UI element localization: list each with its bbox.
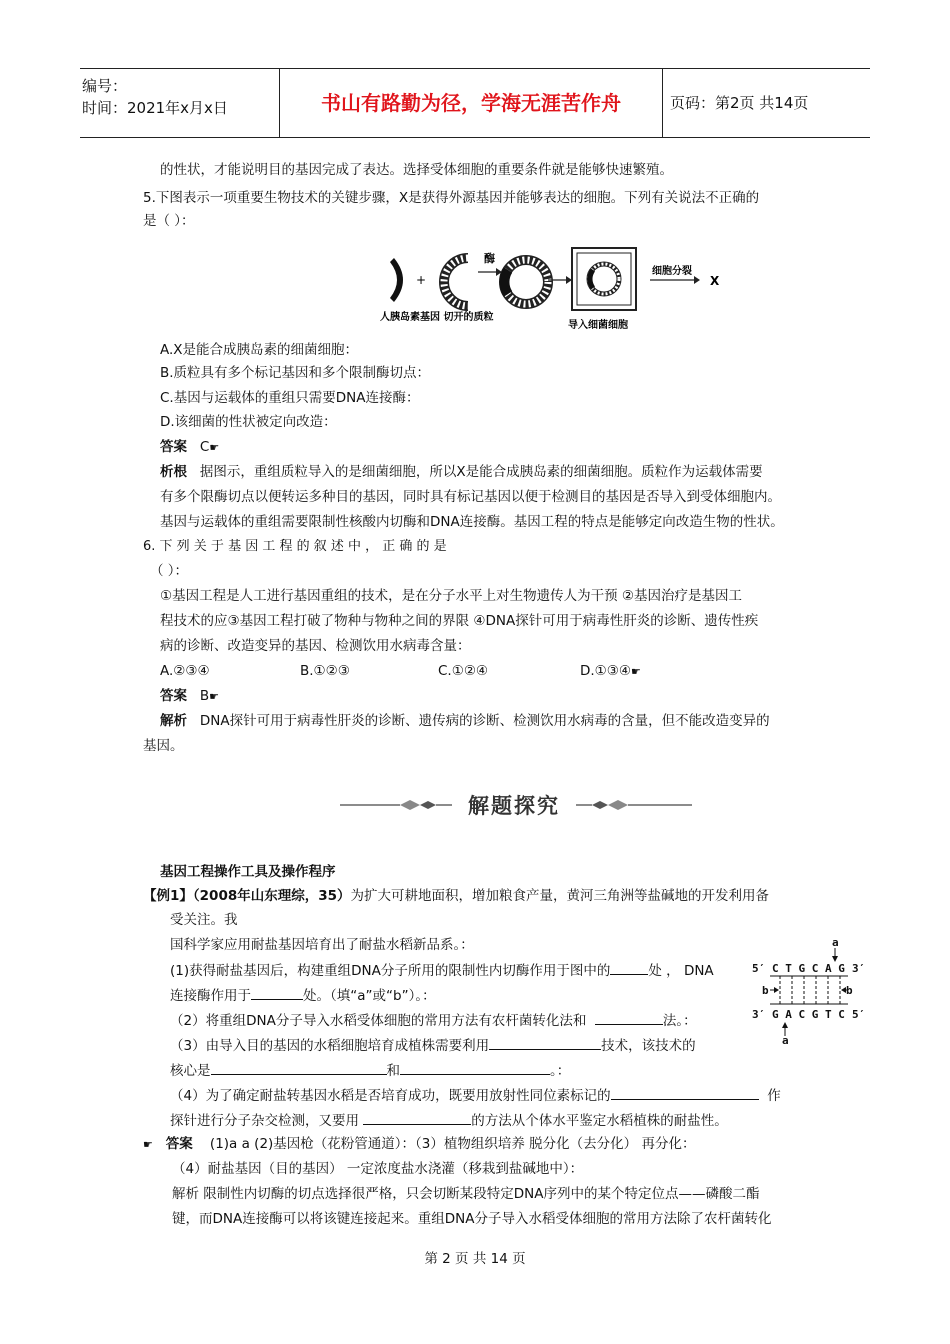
example-1-q1: (1)获得耐盐基因后，构建重组DNA分子所用的限制性内切酶作用于图中的 处 ， DNA	[170, 960, 714, 981]
q6-option-b: B.①②③	[300, 663, 350, 679]
q6-option-c: C.①②④	[438, 663, 489, 679]
site-b-label: b	[762, 984, 769, 997]
figure-caption-right: 导入细菌细胞	[568, 320, 628, 331]
example-tag: 【例1】	[143, 888, 193, 904]
example-1-q4: 探针进行分子杂交检测，又要用 的方法从个体水平鉴定水稻植株的耐盐性。	[170, 1110, 728, 1131]
section-banner	[340, 788, 692, 822]
blank-field	[211, 1060, 387, 1075]
strand-end-label: 5′	[852, 1008, 866, 1021]
paragraph-line: 的性状，才能说明目的基因完成了表达。选择受体细胞的重要条件就是能够快速繁殖。	[160, 162, 673, 178]
code-label: 编号：	[82, 77, 128, 95]
section-title: 基因工程操作工具及操作程序	[160, 864, 336, 880]
example-1-line: 受关注。我	[170, 912, 238, 928]
analysis-text: DNA探针可用于病毒性肝炎的诊断、遗传病的诊断、检测饮用水病毒的含量，但不能改造变异的	[199, 713, 770, 729]
example-1-line: 国科学家应用耐盐基因培育出了耐盐水稻新品系。：	[170, 937, 474, 953]
analysis-6-line	[160, 711, 770, 731]
answer-text: (1)a a (2)基因枪（花粉管通道）：（3）植物组织培养 脱分化（去分化） 再分化：	[209, 1136, 696, 1152]
example-1-q3: （3）由导入目的基因的水稻细胞培育成植株需要利用 技术，该技术的	[170, 1035, 696, 1056]
analysis-5-line	[160, 462, 763, 482]
pointing-hand-icon: ☛	[631, 665, 641, 678]
answer-label: 答案	[165, 1136, 193, 1152]
blank-field	[595, 1010, 663, 1025]
analysis-6-line: 基因。	[143, 738, 184, 754]
pointing-hand-icon: ☛	[209, 441, 220, 454]
analysis-example-line: 解析 限制性内切酶的切点选择很严格，只会切断某段特定DNA序列中的某个特定位点——磷酸二酯	[172, 1186, 760, 1202]
blank-field	[611, 1085, 759, 1100]
page-footer: 第 2 页 共 14 页	[424, 1251, 526, 1267]
header-page-number: 页码：第2页 共14页	[670, 94, 809, 112]
question-6-line: 病的诊断、改造变异的基因、检测饮用水病毒含量：	[160, 638, 471, 654]
q6-option-d: D.①③④☛	[580, 663, 641, 679]
question-5-line: 是（ ）：	[143, 213, 195, 229]
analysis-5-line: 基因与运载体的重组需要限制性核酸内切酶和DNA连接酶。基因工程的特点是能够定向改造生物的性状。	[160, 514, 784, 530]
question-5-line: 5.下图表示一项重要生物技术的关键步骤，X是获得外源基因并能够表达的细胞。下列有关说法不正确的	[143, 190, 760, 206]
bacterial-cell-shape	[572, 248, 636, 310]
page-header	[80, 68, 870, 138]
analysis-label: 解析	[160, 713, 187, 729]
option-b: B.质粒具有多个标记基因和多个限制酶切点：	[160, 365, 431, 381]
option-d: D.该细菌的性状被定向改造：	[160, 414, 337, 430]
banner-title: 解题探究	[468, 794, 560, 818]
answer-example-line: （4）耐盐基因（目的基因） 一定浓度盐水浇灌（移栽到盐碱地中）：	[172, 1161, 584, 1177]
blank-field	[400, 1060, 550, 1075]
answer-label: 答案	[160, 688, 187, 704]
answer-value: C	[199, 439, 210, 455]
blank-field	[489, 1035, 601, 1050]
question-6-line: ①基因工程是人工进行基因重组的技术，是在分子水平上对生物遗传人为干预 ②基因治疗是基因工	[160, 588, 742, 604]
strand-end-label: 5′	[752, 962, 766, 975]
date-label: 时间：2021年x月x日	[82, 99, 228, 117]
example-1-q2: （2）将重组DNA分子导入水稻受体细胞的常用方法有农杆菌转化法和 法。：	[170, 1010, 697, 1031]
top-sequence: C T G C A G	[772, 962, 845, 975]
open-plasmid-shape	[444, 258, 468, 306]
gene-engineering-figure	[380, 240, 730, 335]
blank-field	[251, 985, 303, 1000]
x-label: X	[710, 274, 720, 288]
example-1-q4: （4）为了确定耐盐转基因水稻是否培育成功，既要用放射性同位素标记的 作	[170, 1085, 781, 1106]
example-1-q1: 连接酶作用于 处。（填“a”或“b”）。：	[170, 985, 436, 1006]
answer-5	[160, 437, 219, 458]
question-6-line: 程技术的应③基因工程打破了物种与物种之间的界限 ④DNA探针可用于病毒性肝炎的诊断、遗传性疾	[160, 613, 759, 629]
question-6-line: （ ）：	[150, 563, 189, 579]
answer-value: B	[199, 688, 210, 704]
enzyme-label: 酶	[484, 252, 495, 265]
pointing-hand-icon: ☛	[209, 690, 220, 703]
strand-end-label: 3′	[852, 962, 866, 975]
example-1-q3: 核心是 和 。：	[170, 1060, 570, 1081]
strand-end-label: 3′	[752, 1008, 766, 1021]
site-a-label: a	[832, 936, 839, 949]
analysis-example-line: 键，而DNA连接酶可以将该键连接起来。重组DNA分子导入水稻受体细胞的常用方法除了农杆菌转化	[172, 1211, 772, 1227]
figure-caption-left: 人胰岛素基因 切开的质粒	[380, 312, 494, 323]
blank-field	[610, 960, 648, 975]
option-a: A.X是能合成胰岛素的细菌细胞：	[160, 342, 359, 358]
question-6-line: 6. 下 列 关 于 基 因 工 程 的 叙 述 中 ， 正 确 的 是	[143, 539, 447, 554]
analysis-text: 据图示，重组质粒导入的是细菌细胞，所以X是能合成胰岛素的细菌细胞。质粒作为运载体需要	[199, 464, 763, 480]
example-1-line	[143, 886, 769, 906]
bottom-sequence: G A C G T C	[772, 1008, 845, 1021]
analysis-label: 析根	[160, 464, 187, 480]
pointing-hand-icon: ☛	[143, 1138, 153, 1151]
plus-sign: +	[416, 273, 427, 287]
site-a-label: a	[782, 1034, 789, 1047]
recombinant-plasmid-shape	[504, 260, 548, 304]
option-c: C.基因与运载体的重组只需要DNA连接酶：	[160, 390, 420, 406]
q6-option-a: A.②③④	[160, 663, 210, 679]
header-motto: 书山有路勤为径，学海无涯苦作舟	[280, 69, 663, 137]
site-b-label: b	[846, 984, 853, 997]
answer-label: 答案	[160, 439, 187, 455]
example-source: （2008年山东理综，35）	[192, 888, 351, 904]
analysis-5-line: 有多个限酶切点以便转运多种目的基因，同时具有标记基因以便于检测目的基因是否导入到受体细胞内。	[160, 489, 781, 505]
answer-example	[143, 1134, 695, 1155]
header-meta	[80, 69, 280, 137]
blank-field	[363, 1110, 471, 1125]
cell-division-label: 细胞分裂	[652, 266, 692, 277]
answer-6	[160, 686, 219, 707]
example-text: 为扩大可耕地面积，增加粮食产量，黄河三角洲等盐碱地的开发利用备	[350, 888, 770, 904]
dna-cut-site-figure	[748, 936, 868, 1048]
gene-fragment-shape	[390, 258, 403, 302]
